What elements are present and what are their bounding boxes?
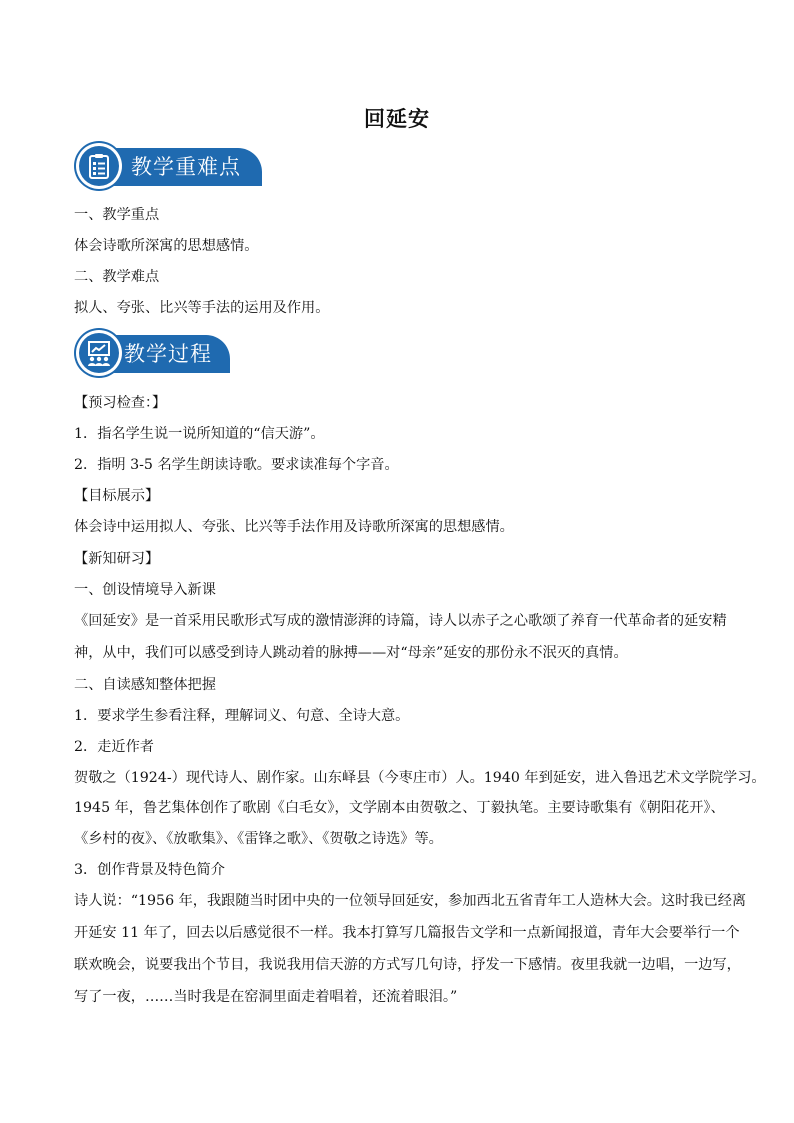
text-line: 写了一夜，……当时我是在窑洞里面走着唱着，还流着眼泪。”: [74, 989, 458, 1005]
section-banner-pill: [98, 148, 262, 186]
section-header-key-points: 教学重难点: [131, 155, 241, 179]
section-header-process: 教学过程: [124, 342, 212, 366]
text-line: 2．走近作者: [74, 739, 154, 755]
text-line: 开延安 11 年了，回去以后感觉很不一样。我本打算写几篇报告文学和一点新闻报道，青年大会要举行一个: [74, 925, 740, 941]
text-line: 1．指名学生说一说所知道的“信天游”。: [74, 426, 325, 442]
text-line: 神，从中，我们可以感受到诗人跳动着的脉搏——对“母亲”延安的那份永不泯灭的真情。: [74, 645, 628, 661]
section-banner-key-points: [76, 143, 266, 191]
text-line: 体会诗中运用拟人、夸张、比兴等手法作用及诗歌所深寓的思想感情。: [74, 519, 514, 535]
text-line: 联欢晚会，说要我出个节目，我说我用信天游的方式写几句诗，抒发一下感情。夜里我就一边唱，一边写，: [74, 957, 741, 973]
banner-circle: [76, 330, 122, 376]
text-line: 一、创设情境导入新课: [74, 582, 216, 598]
text-line: 《回延安》是一首采用民歌形式写成的激情澎湃的诗篇，诗人以赤子之心歌颂了养育一代革命者的延安精: [74, 613, 727, 629]
section-banner-process: [76, 330, 236, 378]
text-line: 1．要求学生参看注释，理解词义、句意、全诗大意。: [74, 708, 410, 724]
text-line: 二、自读感知整体把握: [74, 677, 216, 693]
text-line: 2．指明 3-5 名学生朗读诗歌。要求读准每个字音。: [74, 457, 399, 473]
text-line: 《乡村的夜》、《放歌集》、《雷锋之歌》、《贺敬之诗选》等。: [74, 831, 443, 847]
text-line: 【预习检查：】: [74, 395, 167, 411]
banner-circle: [76, 143, 122, 189]
text-line: 二、教学难点: [74, 269, 160, 285]
text-line: 一、教学重点: [74, 207, 160, 223]
text-line: 诗人说：“1956 年，我跟随当时团中央的一位领导回延安，参加西北五省青年工人造林大会。这时我已经离: [74, 893, 747, 909]
text-line: 拟人、夸张、比兴等手法的运用及作用。: [74, 300, 330, 316]
text-line: 1945 年，鲁艺集体创作了歌剧《白毛女》，文学剧本由贺敬之、丁毅执笔。主要诗歌集有《朝阳花开》、: [74, 800, 725, 816]
text-line: 体会诗歌所深寓的思想感情。: [74, 238, 259, 254]
text-line: 贺敬之（1924-）现代诗人、剧作家。山东峄县（今枣庄市）人。1940 年到延安，进入鲁迅艺术文学院学习。: [74, 770, 766, 786]
presentation-group-icon: [85, 339, 113, 367]
page-title: 回延安: [364, 107, 430, 131]
text-line: 【目标展示】: [74, 488, 160, 504]
text-line: 【新知研习】: [74, 551, 160, 567]
text-line: 3．创作背景及特色简介: [74, 862, 225, 878]
clipboard-checklist-icon: [85, 152, 113, 180]
